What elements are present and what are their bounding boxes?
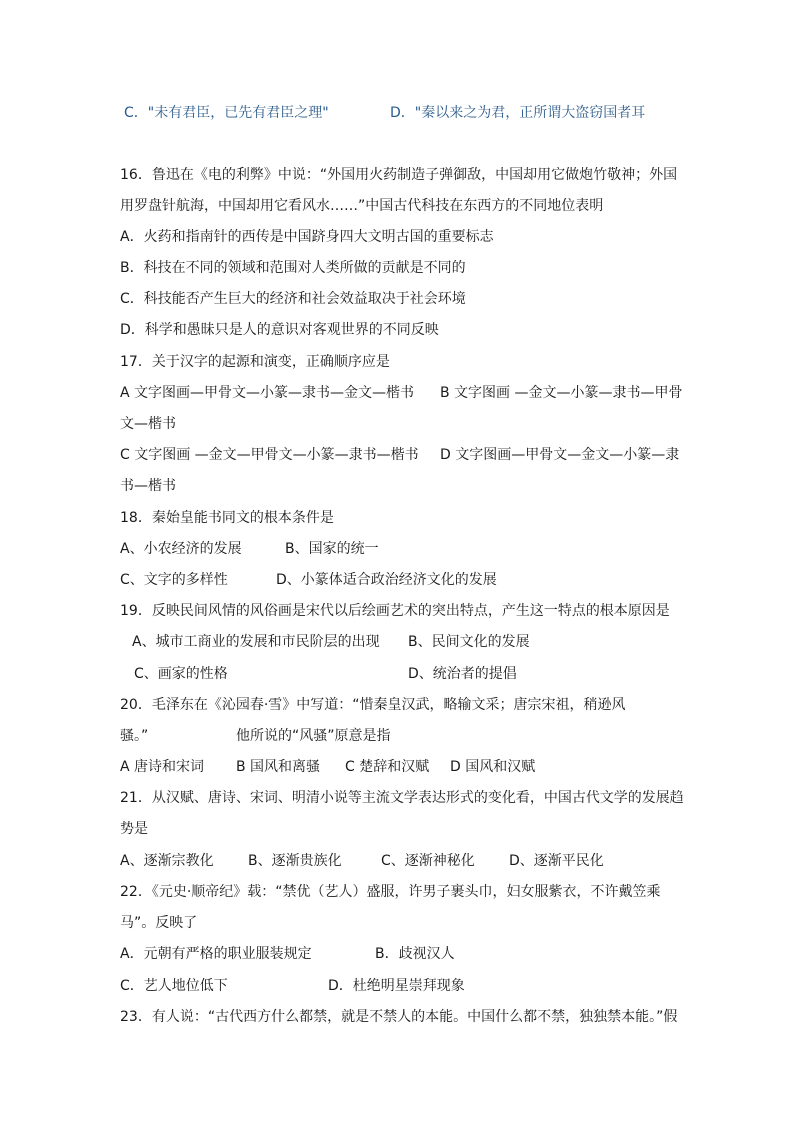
q19-option-b: B、民间文化的发展 xyxy=(408,634,530,650)
q22-option-a: A．元朝有严格的职业服装规定 xyxy=(120,946,312,962)
q21-option-d: D、逐渐平民化 xyxy=(509,853,604,869)
q20-option-b: B 国风和离骚 xyxy=(236,759,321,775)
q20-stem-line2: 骚。” xyxy=(120,728,149,744)
q17-stem: 17．关于汉字的起源和演变，正确顺序应是 xyxy=(120,354,390,370)
q22-option-c: C．艺人地位低下 xyxy=(120,978,228,994)
q18-option-b: B、国家的统一 xyxy=(285,541,379,557)
q21-stem-line1: 21．从汉赋、唐诗、宋词、明清小说等主流文学表达形式的变化看，中国古代文学的发展趋 xyxy=(120,790,684,806)
q20-option-c: C 楚辞和汉赋 xyxy=(345,759,430,775)
q15-option-c: C．"未有君臣，已先有君臣之理" xyxy=(124,105,329,121)
q21-stem-line2: 势是 xyxy=(120,821,148,837)
q20-stem-line2-cont: 他所说的“风骚”原意是指 xyxy=(236,728,391,744)
q22-option-b: B．歧视汉人 xyxy=(375,946,455,962)
q23-stem-line1: 23．有人说：“古代西方什么都禁，就是不禁人的本能。中国什么都不禁，独独禁本能。”假 xyxy=(120,1009,678,1025)
q18-option-a: A、小农经济的发展 xyxy=(120,541,242,557)
q22-option-d: D．杜绝明星崇拜现象 xyxy=(328,978,465,994)
q18-option-c: C、文字的多样性 xyxy=(120,572,228,588)
q17-option-d: D 文字图画—甲骨文—金文—小篆—隶 xyxy=(440,447,680,463)
q18-stem: 18．秦始皇能书同文的根本条件是 xyxy=(120,510,334,526)
q16-stem-line1: 16．鲁迅在《电的利弊》中说：“外国用火药制造子弹御敌，中国却用它做炮竹敬神；外国 xyxy=(120,167,678,183)
q17-option-c: C 文字图画 —金文—甲骨文—小篆—隶书—楷书 xyxy=(120,447,419,463)
q16-option-c: C．科技能否产生巨大的经济和社会效益取决于社会环境 xyxy=(120,291,466,307)
q16-stem-line2: 用罗盘针航海，中国却用它看风水……”中国古代科技在东西方的不同地位表明 xyxy=(120,198,604,214)
q16-option-d: D．科学和愚昧只是人的意识对客观世界的不同反映 xyxy=(120,322,439,338)
q17-option-d-cont: 书—楷书 xyxy=(120,478,176,494)
q17-option-a: A 文字图画—甲骨文—小篆—隶书—金文—楷书 xyxy=(120,385,415,401)
q19-option-a: A、城市工商业的发展和市民阶层的出现 xyxy=(132,634,380,650)
q17-option-b-cont: 文—楷书 xyxy=(120,416,176,432)
q19-stem: 19．反映民间风情的风俗画是宋代以后绘画艺术的突出特点，产生这一特点的根本原因是 xyxy=(120,603,670,619)
q20-option-a: A 唐诗和宋词 xyxy=(120,759,205,775)
q20-option-d: D 国风和汉赋 xyxy=(450,759,536,775)
q15-option-d: D．"秦以来之为君，正所谓大盗窃国者耳 xyxy=(390,105,646,121)
q16-option-a: A．火药和指南针的西传是中国跻身四大文明古国的重要标志 xyxy=(120,229,494,245)
q22-stem-line1: 22．《元史·顺帝纪》载：“禁优（艺人）盛服，许男子裹头巾，妇女服紫衣，不许戴笠乘 xyxy=(120,884,661,900)
q16-option-b: B．科技在不同的领域和范围对人类所做的贡献是不同的 xyxy=(120,260,466,276)
q20-stem-line1: 20．毛泽东在《沁园春·雪》中写道：“惜秦皇汉武，略输文采；唐宗宋祖，稍逊风 xyxy=(120,697,626,713)
q21-option-c: C、逐渐神秘化 xyxy=(381,853,475,869)
q21-option-a: A、逐渐宗教化 xyxy=(120,853,214,869)
q18-option-d: D、小篆体适合政治经济文化的发展 xyxy=(276,572,497,588)
q19-option-d: D、统治者的提倡 xyxy=(408,666,517,682)
q17-option-b: B 文字图画 —金文—小篆—隶书—甲骨 xyxy=(440,385,683,401)
q22-stem-line2: 马”。反映了 xyxy=(120,915,198,931)
q19-option-c: C、画家的性格 xyxy=(134,666,228,682)
q21-option-b: B、逐渐贵族化 xyxy=(248,853,342,869)
